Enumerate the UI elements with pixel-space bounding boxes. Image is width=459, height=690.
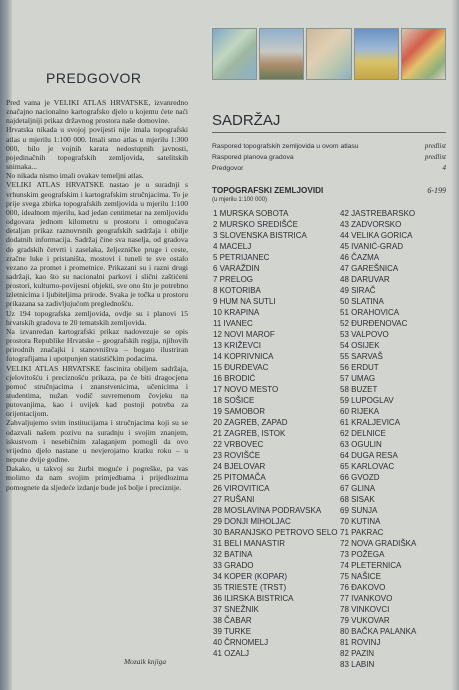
map-list-item: 20 ZAGREB, ZAPAD (213, 418, 288, 427)
title-divider (212, 132, 446, 133)
map-list-item: 40 ČRNOMELJ (213, 638, 269, 647)
preface-paragraph: Na izvanredan kartografski prikaz nadovezuje se opis prostora Republike Hrvatske – geografskih regija, njihovih prirodnih značajki i stanovništva – bogato ilustriran fotografijama i upotpunjen statističkim podacima. (6, 326, 188, 364)
thumbnail-strip (212, 28, 446, 80)
map-list-item: 78 VINKOVCI (340, 605, 390, 614)
map-list-item: 70 KUTINA (340, 517, 381, 526)
map-list-item: 43 ZADVORSKO (340, 220, 402, 229)
map-list-item: 28 MOSLAVINA PODRAVSKA (213, 506, 322, 515)
map-list-item: 32 BATINA (213, 550, 253, 559)
map-list-item: 2 MURSKO SREDIŠĆE (213, 220, 298, 229)
map-list-item: 14 KOPRIVNICA (213, 352, 274, 361)
map-list-item: 11 IVANEC (213, 319, 253, 328)
map-list-item: 71 PAKRAC (340, 528, 384, 537)
map-list-item: 22 VRBOVEC (213, 440, 264, 449)
toc-row (212, 141, 446, 152)
preface-body (6, 98, 188, 492)
map-list-item: 6 VARAŽDIN (213, 264, 260, 273)
map-list-item: 39 TURKE (213, 627, 252, 636)
map-list-item: 35 TRIESTE (TRST) (213, 583, 287, 592)
map-list-item: 48 DARUVAR (340, 275, 390, 284)
map-list-item: 27 RUŠANI (213, 495, 255, 504)
toc-label: Raspored planova gradova (212, 154, 294, 161)
toc-row (212, 163, 446, 174)
map-list-item: 67 GLINA (340, 484, 376, 493)
map-list-item: 57 UMAG (340, 374, 376, 383)
map-list-item: 24 BJELOVAR (213, 462, 266, 471)
map-list-item: 49 SIRAČ (340, 286, 376, 295)
map-list-item: 82 PAZIN (340, 649, 375, 658)
map-list-item: 44 VELIKA GORICA (340, 231, 413, 240)
map-list-item: 76 ĐAKOVO (340, 583, 386, 592)
map-list-item: 10 KRAPINA (213, 308, 260, 317)
map-list-item: 12 NOVI MAROF (213, 330, 275, 339)
map-list-item: 25 PITOMAČA (213, 473, 266, 482)
map-list-item: 18 SOŠICE (213, 396, 255, 405)
preface-paragraph: Uz 194 topografska zemljovida, ovdje su i planovi 15 hrvatskih gradova te 20 tematskih zemljovida. (6, 308, 188, 327)
city-photo-thumbnail-icon (259, 28, 304, 80)
map-list-item: 16 BRODIĆ (213, 374, 256, 383)
contents-page (200, 0, 452, 690)
toc-page: 4 (442, 164, 446, 172)
toc-page: predlist (424, 142, 446, 150)
preface-page (6, 0, 200, 690)
preface-paragraph: Hrvatska nikada u svojoj povijesti nije imala topografski atlas u mjerilu 1:100 000. Imali smo atlas u mjerilu 1:300 000, bilo je vojnih karata nedostupnih javnosti, pojedinačnih topografskih zemljovida, satelitskih snimaka... (6, 125, 188, 172)
map-list-item: 47 GAREŠNICA (340, 264, 399, 273)
map-list-item: 69 SUNJA (340, 506, 378, 515)
map-list-item: 3 SLOVENSKA BISTRICA (213, 231, 307, 240)
map-list-item: 66 GVOZD (340, 473, 380, 482)
section-pages: 6-199 (427, 186, 446, 195)
map-list-item: 51 ORAHOVICA (340, 308, 400, 317)
map-list-item: 38 ČABAR (213, 616, 252, 625)
map-list-item: 7 PRELOG (213, 275, 254, 284)
landscape-photo-thumbnail-icon (354, 28, 399, 80)
map-list-item: 36 ILIRSKA BISTRICA (213, 594, 294, 603)
preface-paragraph: No nikada nismo imali ovakav temeljni atlas. (6, 171, 144, 181)
contents-title: SADRŽAJ (212, 112, 281, 129)
map-list-item: 68 SISAK (340, 495, 375, 504)
map-list-item: 59 LUPOGLAV (340, 396, 394, 405)
map-list-item: 60 RIJEKA (340, 407, 380, 416)
page-shadow (451, 0, 459, 690)
map-thumbnail-icon (306, 28, 351, 80)
map-thumbnail-icon (212, 28, 257, 80)
map-list-item: 81 ROVINJ (340, 638, 381, 647)
map-list-item: 53 VALPOVO (340, 330, 389, 339)
preface-paragraph: Pred vama je VELIKI ATLAS HRVATSKE, izvanredno značajno nacionalno kartografsko djelo u kojemu ćete naći najdetaljniji prikaz državnog prostora naše domovine. (6, 98, 188, 126)
map-list-item: 26 VIROVITICA (213, 484, 270, 493)
map-list-item: 64 DUGA RESA (340, 451, 398, 460)
map-list-item: 34 KOPER (KOPAR) (213, 572, 288, 581)
preface-paragraph: Zahvaljujemo svim institucijama i stručnjacima koji su se odazvali našem pozivu na suradnju i svojim znanjem, iskustvom i nesebičnim zalaganjem pomogli da ovo vrijedno djelo nastane u nevjerojatno kratku roku – u nepune dvije godine. (6, 418, 188, 465)
section-title: TOPOGRAFSKI ZEMLJOVIDI (212, 186, 324, 195)
map-list-item: 63 OGULIN (340, 440, 382, 449)
map-list-item: 79 VUKOVAR (340, 616, 390, 625)
map-list-item: 33 GRADO (213, 561, 254, 570)
map-list-item: 62 DELNICE (340, 429, 386, 438)
map-list-item: 83 LABIN (340, 660, 375, 669)
map-list-item: 29 DONJI MIHOLJAC (213, 517, 291, 526)
maps-list-column-1 (213, 208, 337, 659)
map-list-item: 55 SARVAŠ (340, 352, 383, 361)
scale-note: (u mjerilu 1:100 000) (212, 197, 268, 203)
maps-list-column-2 (340, 208, 416, 670)
map-list-item: 17 NOVO MESTO (213, 385, 279, 394)
map-list-item: 19 SAMOBOR (213, 407, 266, 416)
preface-paragraph: VELIKI ATLAS HRVATSKE nastao je u suradnji s vrhunskim geografskim i kartografskim stručnjacima. To je prije svega zbirka topografskih zemljovida u mjerilu 1:100 000, idealnom mjerilu, kad jedan centimetar na zemljovidu odgovara jednom kilometru u prostoru i omogućava detaljan prikaz raznovrsnih geografskih sadržaja i obilje dodatnih informacija. Sadržaj čine sva naselja, od gradova do gradskih četvrti i zaselaka, željezničke pruge i ceste, zračne luke i pristaništa, mostovi i tuneli te sve ostalo vezano za promet i prometnice. Prikazani su i razni drugi sadržaji, kao što su nacionalni parkovi i slični zaštićeni prostori, kulturno-povijesni objekti, sve ono što je potrebno izletnicima i ljubiteljima prirode. Svaka je točka u prostoru prikazana sa zadivljujućom preglednošću. (6, 180, 188, 309)
map-list-item: 77 IVANKOVO (340, 594, 393, 603)
toc-label: Raspored topografskih zemljovida u ovom atlasu (212, 143, 359, 150)
toc-label: Predgovor (212, 165, 244, 172)
preface-paragraph: Dakako, u takvoj su žurbi moguće i pogreške, pa vas molimo da nam svojim primjedbama i prijedlozima pomognete da sljedeće izdanje bude još bolje i preciznije. (6, 464, 188, 492)
front-matter-list (212, 141, 446, 174)
preface-paragraph: VELIKI ATLAS HRVATSKE fascinira obiljem sadržaja, cjelovitošću i preciznošću prikaza, pa će biti dragocjena pomoć stručnjacima i znanstvenicima, učenicima i studentima, nužan vodič suvremenom čovjeku na putovanjima, kao i uvijek kad postoji potreba za orijentacijom. (6, 363, 188, 419)
map-list-item: 9 HUM NA SUTLI (213, 297, 276, 306)
map-list-item: 13 KRIŽEVCI (213, 341, 262, 350)
map-list-item: 30 BARANJSKO PETROVO SELO (213, 528, 338, 537)
map-list-item: 73 POŽEGA (340, 550, 385, 559)
toc-row (212, 152, 446, 163)
map-list-item: 50 SLATINA (340, 297, 384, 306)
map-list-item: 46 ČAZMA (340, 253, 380, 262)
map-list-item: 31 BELI MANASTIR (213, 539, 286, 548)
map-list-item: 21 ZAGREB, ISTOK (213, 429, 286, 438)
map-list-item: 58 BUZET (340, 385, 378, 394)
map-list-item: 4 MACELJ (213, 242, 252, 251)
map-list-item: 5 PETRIJANEC (213, 253, 270, 262)
map-list-item: 52 ĐURĐENOVAC (340, 319, 408, 328)
section-heading (212, 186, 446, 195)
preface-title: PREDGOVOR (46, 70, 142, 86)
toc-page: predlist (424, 153, 446, 161)
map-list-item: 37 SNEŽNIK (213, 605, 259, 614)
map-list-item: 61 KRALJEVICA (340, 418, 401, 427)
map-list-item: 72 NOVA GRADIŠKA (340, 539, 417, 548)
map-list-item: 45 IVANIĆ-GRAD (340, 242, 403, 251)
map-list-item: 80 BAČKA PALANKA (340, 627, 417, 636)
map-list-item: 41 OZALJ (213, 649, 250, 658)
preface-signature: Mozaik knjiga (124, 657, 167, 666)
map-list-item: 74 PLETERNICA (340, 561, 402, 570)
map-list-item: 75 NAŠICE (340, 572, 381, 581)
map-list-item: 1 MURSKA SOBOTA (213, 209, 289, 218)
map-list-item: 15 ĐURĐEVAC (213, 363, 269, 372)
map-list-item: 65 KARLOVAC (340, 462, 395, 471)
map-list-item: 23 ROVIŠĆE (213, 451, 261, 460)
map-list-item: 56 ERDUT (340, 363, 379, 372)
map-list-item: 54 OSIJEK (340, 341, 380, 350)
thematic-map-thumbnail-icon (401, 28, 446, 80)
map-list-item: 42 JASTREBARSKO (340, 209, 416, 218)
map-list-item: 8 KOTORIBA (213, 286, 261, 295)
